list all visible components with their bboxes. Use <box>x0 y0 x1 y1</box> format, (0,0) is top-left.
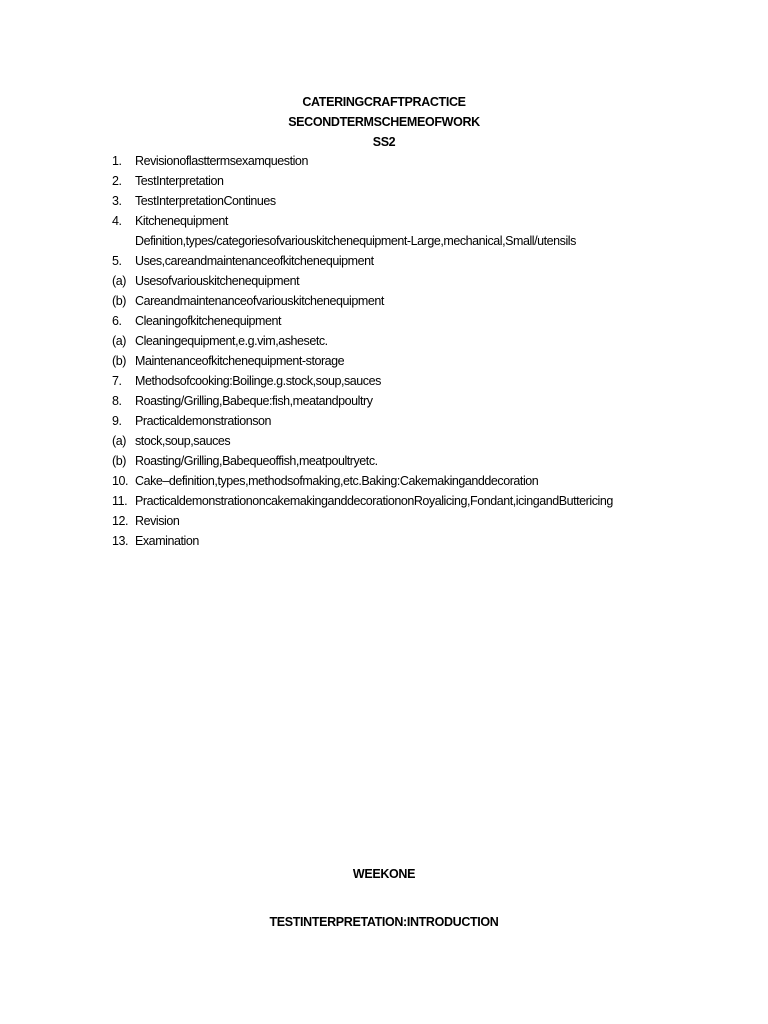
list-marker: 10. <box>112 474 129 488</box>
list-item-text: PracticaldemonstrationoncakemakinganddecorationonRoyalicing,Fondant,icingandButtericing <box>135 494 613 508</box>
list-marker: 6. <box>112 314 122 328</box>
list-marker: 5. <box>112 254 122 268</box>
list-item <box>112 371 752 391</box>
list-item-text: TestInterpretationContinues <box>135 194 276 208</box>
list-item-text: Definition,types/categoriesofvariouskitchenequipment-Large,mechanical,Small/utensils <box>135 234 576 248</box>
list-item-text: Uses,careandmaintenanceofkitchenequipment <box>135 254 374 268</box>
list-item <box>112 351 752 371</box>
list-marker: (a) <box>112 434 126 448</box>
list-item-text: Kitchenequipment <box>135 214 228 228</box>
list-marker: 4. <box>112 214 122 228</box>
list-item <box>112 231 752 251</box>
list-item <box>112 431 752 451</box>
list-item-text: Practicaldemonstrationson <box>135 414 272 428</box>
list-item-text: Revisionoflasttermsexamquestion <box>135 154 308 168</box>
list-item-text: Careandmaintenanceofvariouskitchenequipment <box>135 294 384 308</box>
list-marker: (b) <box>112 454 126 468</box>
list-marker: 3. <box>112 194 122 208</box>
list-item-text: Maintenanceofkitchenequipment-storage <box>135 354 345 368</box>
list-item-text: Revision <box>135 514 180 528</box>
list-marker: 12. <box>112 514 129 528</box>
list-item <box>112 511 752 531</box>
list-marker: (b) <box>112 294 126 308</box>
list-item-text: Usesofvariouskitchenequipment <box>135 274 300 288</box>
scheme-of-work-list <box>112 151 752 551</box>
list-item <box>112 151 752 171</box>
list-marker: 11. <box>112 494 128 508</box>
list-marker: 2. <box>112 174 122 188</box>
list-item-text: stock,soup,sauces <box>135 434 231 448</box>
week-title: WEEKONE <box>352 867 416 881</box>
list-item <box>112 451 752 471</box>
list-item <box>112 471 752 491</box>
list-item <box>112 311 752 331</box>
list-item-text: Methodsofcooking:Boilinge.g.stock,soup,sauces <box>135 374 381 388</box>
week-topic: TESTINTERPRETATION:INTRODUCTION <box>269 915 499 929</box>
list-item <box>112 491 752 511</box>
list-item-text: Examination <box>135 534 199 548</box>
list-item-text: Roasting/Grilling,Babeque:fish,meatandpoultry <box>135 394 373 408</box>
list-marker: (b) <box>112 354 126 368</box>
document-subtitle: SECONDTERMSCHEMEOFWORK <box>288 115 480 129</box>
list-item-text: TestInterpretation <box>135 174 224 188</box>
list-item-text: Cake–definition,types,methodsofmaking,etc.Baking:Cakemakinganddecoration <box>135 474 539 488</box>
list-item <box>112 211 752 231</box>
list-marker: 13. <box>112 534 129 548</box>
list-item <box>112 191 752 211</box>
list-item <box>112 271 752 291</box>
list-item-text: Cleaningofkitchenequipment <box>135 314 282 328</box>
list-item <box>112 391 752 411</box>
list-item <box>112 291 752 311</box>
list-item-text: Roasting/Grilling,Babequeoffish,meatpoultryetc. <box>135 454 378 468</box>
list-item <box>112 331 752 351</box>
list-item <box>112 531 752 551</box>
list-marker <box>112 231 135 251</box>
list-marker: 7. <box>112 374 122 388</box>
list-item <box>112 411 752 431</box>
list-item-text: Cleaningequipment,e.g.vim,ashesetc. <box>135 334 328 348</box>
class-level: SS2 <box>372 135 396 149</box>
list-marker: 1. <box>112 154 122 168</box>
list-marker: 9. <box>112 414 122 428</box>
list-item <box>112 251 752 271</box>
list-marker: (a) <box>112 334 126 348</box>
list-marker: 8. <box>112 394 122 408</box>
list-marker: (a) <box>112 274 126 288</box>
document-title: CATERINGCRAFTPRACTICE <box>302 95 466 109</box>
list-item <box>112 171 752 191</box>
